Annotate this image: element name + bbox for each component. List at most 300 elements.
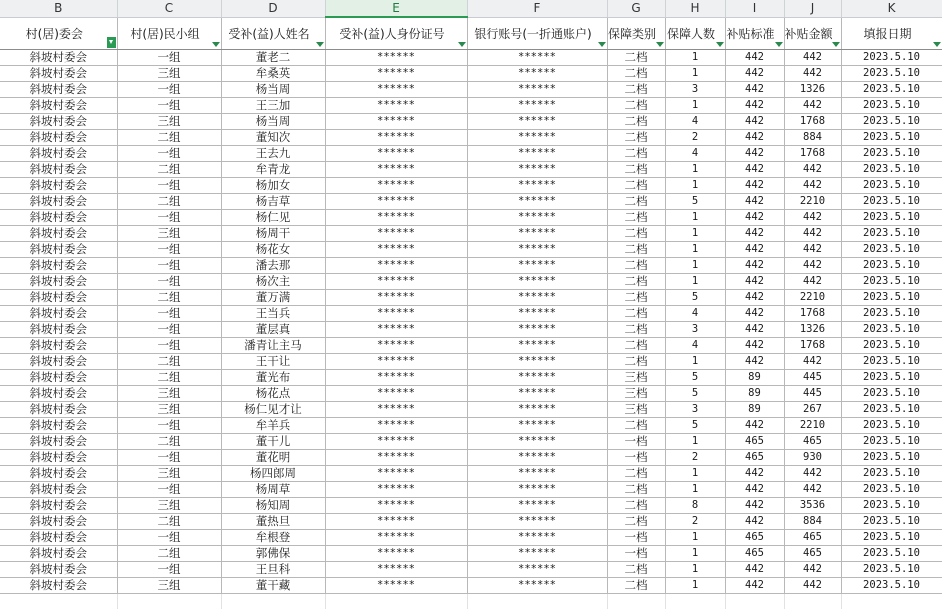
table-cell[interactable]: 442	[725, 338, 784, 354]
table-cell[interactable]: 二档	[607, 82, 665, 98]
table-cell[interactable]: ******	[467, 514, 607, 530]
table-cell[interactable]: ******	[467, 50, 607, 66]
table-cell[interactable]: 442	[725, 66, 784, 82]
table-cell[interactable]: 442	[725, 498, 784, 514]
table-cell[interactable]: 442	[784, 562, 841, 578]
table-cell[interactable]: 董老二	[221, 50, 325, 66]
table-cell[interactable]: 2210	[784, 418, 841, 434]
table-cell[interactable]: 4	[665, 146, 725, 162]
table-cell[interactable]: 2210	[784, 290, 841, 306]
table-cell[interactable]: 4	[665, 306, 725, 322]
table-cell[interactable]: ******	[467, 258, 607, 274]
table-cell[interactable]: ******	[467, 530, 607, 546]
table-cell[interactable]: 465	[725, 546, 784, 562]
table-cell[interactable]: 442	[725, 306, 784, 322]
table-cell[interactable]: 1	[665, 226, 725, 242]
table-cell[interactable]: 斜坡村委会	[0, 338, 117, 354]
table-cell[interactable]: 二档	[607, 114, 665, 130]
table-cell[interactable]: ******	[467, 482, 607, 498]
table-cell[interactable]: 杨仁见	[221, 210, 325, 226]
filter-active-icon[interactable]	[107, 37, 116, 48]
table-cell[interactable]: 杨知周	[221, 498, 325, 514]
table-cell[interactable]: ******	[467, 178, 607, 194]
table-cell[interactable]: 442	[725, 210, 784, 226]
table-cell[interactable]: ******	[467, 162, 607, 178]
table-cell[interactable]: 斜坡村委会	[0, 242, 117, 258]
table-cell[interactable]: 二档	[607, 578, 665, 594]
table-cell[interactable]: 2023.5.10	[841, 482, 942, 498]
table-cell[interactable]: 442	[725, 50, 784, 66]
table-cell[interactable]: 一档	[607, 530, 665, 546]
table-cell[interactable]: 2023.5.10	[841, 82, 942, 98]
table-cell[interactable]: 1	[665, 274, 725, 290]
table-cell[interactable]: 2	[665, 130, 725, 146]
table-cell[interactable]: 二档	[607, 226, 665, 242]
table-cell[interactable]: 1768	[784, 146, 841, 162]
table-cell[interactable]: 442	[725, 322, 784, 338]
filter-dropdown-icon[interactable]	[598, 42, 606, 47]
table-cell[interactable]: ******	[325, 562, 467, 578]
table-cell[interactable]: ******	[467, 386, 607, 402]
table-cell[interactable]: 2	[665, 450, 725, 466]
table-cell[interactable]: 一组	[117, 530, 221, 546]
table-cell[interactable]: ******	[325, 66, 467, 82]
table-cell[interactable]: 董万满	[221, 290, 325, 306]
table-cell[interactable]: ******	[467, 338, 607, 354]
table-cell[interactable]: 二档	[607, 466, 665, 482]
table-cell[interactable]: ******	[325, 354, 467, 370]
empty-cell[interactable]	[725, 594, 784, 609]
table-cell[interactable]: 二组	[117, 354, 221, 370]
table-cell[interactable]: 斜坡村委会	[0, 146, 117, 162]
table-cell[interactable]: 1	[665, 210, 725, 226]
table-cell[interactable]: 2023.5.10	[841, 418, 942, 434]
table-cell[interactable]: 2023.5.10	[841, 114, 942, 130]
table-cell[interactable]: 二档	[607, 242, 665, 258]
table-cell[interactable]: 王当兵	[221, 306, 325, 322]
table-cell[interactable]: 牟羊兵	[221, 418, 325, 434]
table-cell[interactable]: 442	[784, 578, 841, 594]
table-cell[interactable]: 2023.5.10	[841, 210, 942, 226]
table-cell[interactable]: 一组	[117, 82, 221, 98]
table-cell[interactable]: ******	[325, 370, 467, 386]
table-cell[interactable]: 杨周草	[221, 482, 325, 498]
table-cell[interactable]: 2023.5.10	[841, 466, 942, 482]
table-cell[interactable]: 一组	[117, 50, 221, 66]
table-cell[interactable]: 445	[784, 386, 841, 402]
table-cell[interactable]: 王旦科	[221, 562, 325, 578]
table-cell[interactable]: 二档	[607, 178, 665, 194]
table-cell[interactable]: ******	[325, 194, 467, 210]
table-cell[interactable]: 三组	[117, 498, 221, 514]
table-cell[interactable]: ******	[467, 114, 607, 130]
table-cell[interactable]: 牟根登	[221, 530, 325, 546]
table-cell[interactable]: 445	[784, 370, 841, 386]
table-cell[interactable]: 442	[725, 578, 784, 594]
table-cell[interactable]: 斜坡村委会	[0, 274, 117, 290]
table-cell[interactable]: 1	[665, 258, 725, 274]
empty-cell[interactable]	[784, 594, 841, 609]
table-cell[interactable]: 465	[725, 450, 784, 466]
table-cell[interactable]: 一组	[117, 338, 221, 354]
table-cell[interactable]: 斜坡村委会	[0, 306, 117, 322]
table-cell[interactable]: 董干儿	[221, 434, 325, 450]
table-cell[interactable]: ******	[467, 306, 607, 322]
table-cell[interactable]: 442	[784, 226, 841, 242]
table-cell[interactable]: 267	[784, 402, 841, 418]
table-cell[interactable]: 二档	[607, 306, 665, 322]
table-cell[interactable]: ******	[325, 578, 467, 594]
table-cell[interactable]: 442	[725, 98, 784, 114]
table-cell[interactable]: 2	[665, 514, 725, 530]
table-cell[interactable]: 2023.5.10	[841, 274, 942, 290]
table-cell[interactable]: 二档	[607, 514, 665, 530]
table-cell[interactable]: 斜坡村委会	[0, 418, 117, 434]
column-letter-b[interactable]: B	[0, 0, 117, 17]
column-letter-d[interactable]: D	[221, 0, 325, 17]
table-cell[interactable]: ******	[467, 274, 607, 290]
table-cell[interactable]: ******	[467, 434, 607, 450]
table-cell[interactable]: ******	[325, 226, 467, 242]
table-cell[interactable]: ******	[325, 418, 467, 434]
table-cell[interactable]: 二档	[607, 50, 665, 66]
table-cell[interactable]: 董知次	[221, 130, 325, 146]
table-cell[interactable]: ******	[467, 226, 607, 242]
table-cell[interactable]: 一组	[117, 258, 221, 274]
table-cell[interactable]: 二档	[607, 130, 665, 146]
table-cell[interactable]: 442	[725, 562, 784, 578]
table-cell[interactable]: 1	[665, 354, 725, 370]
table-cell[interactable]: 杨花女	[221, 242, 325, 258]
table-cell[interactable]: 一档	[607, 546, 665, 562]
filter-dropdown-icon[interactable]	[832, 42, 840, 47]
table-cell[interactable]: 斜坡村委会	[0, 434, 117, 450]
table-cell[interactable]: 2023.5.10	[841, 258, 942, 274]
table-cell[interactable]: 郭佛保	[221, 546, 325, 562]
table-cell[interactable]: 442	[725, 242, 784, 258]
table-cell[interactable]: ******	[467, 402, 607, 418]
table-cell[interactable]: 三档	[607, 386, 665, 402]
table-cell[interactable]: 442	[725, 114, 784, 130]
table-cell[interactable]: ******	[467, 242, 607, 258]
table-cell[interactable]: 442	[784, 482, 841, 498]
table-cell[interactable]: 2023.5.10	[841, 290, 942, 306]
table-cell[interactable]: 二档	[607, 498, 665, 514]
table-cell[interactable]: 二档	[607, 194, 665, 210]
table-cell[interactable]: 杨吉草	[221, 194, 325, 210]
table-cell[interactable]: 二组	[117, 162, 221, 178]
table-cell[interactable]: 斜坡村委会	[0, 546, 117, 562]
table-cell[interactable]: 4	[665, 114, 725, 130]
table-cell[interactable]: 2023.5.10	[841, 514, 942, 530]
table-cell[interactable]: ******	[325, 274, 467, 290]
table-cell[interactable]: 442	[725, 258, 784, 274]
table-cell[interactable]: 1	[665, 530, 725, 546]
table-cell[interactable]: 斜坡村委会	[0, 514, 117, 530]
table-cell[interactable]: 3	[665, 82, 725, 98]
table-cell[interactable]: ******	[325, 146, 467, 162]
table-cell[interactable]: 465	[784, 546, 841, 562]
table-cell[interactable]: 1326	[784, 82, 841, 98]
table-cell[interactable]: 442	[784, 274, 841, 290]
table-cell[interactable]: ******	[467, 290, 607, 306]
table-cell[interactable]: 杨花点	[221, 386, 325, 402]
table-cell[interactable]: ******	[467, 578, 607, 594]
table-cell[interactable]: 三档	[607, 402, 665, 418]
table-cell[interactable]: ******	[325, 546, 467, 562]
table-cell[interactable]: ******	[325, 402, 467, 418]
table-cell[interactable]: ******	[325, 434, 467, 450]
table-cell[interactable]: 王去九	[221, 146, 325, 162]
table-cell[interactable]: 二组	[117, 514, 221, 530]
table-cell[interactable]: ******	[325, 50, 467, 66]
table-cell[interactable]: ******	[325, 338, 467, 354]
table-cell[interactable]: ******	[325, 210, 467, 226]
table-cell[interactable]: 5	[665, 194, 725, 210]
table-cell[interactable]: 442	[784, 98, 841, 114]
table-cell[interactable]: ******	[325, 482, 467, 498]
table-cell[interactable]: ******	[467, 498, 607, 514]
table-cell[interactable]: 1	[665, 242, 725, 258]
table-cell[interactable]: ******	[325, 242, 467, 258]
table-cell[interactable]: 442	[725, 194, 784, 210]
table-cell[interactable]: 2023.5.10	[841, 194, 942, 210]
table-cell[interactable]: ******	[325, 466, 467, 482]
table-cell[interactable]: 二档	[607, 274, 665, 290]
table-cell[interactable]: 斜坡村委会	[0, 450, 117, 466]
table-cell[interactable]: 斜坡村委会	[0, 66, 117, 82]
table-cell[interactable]: 884	[784, 514, 841, 530]
table-cell[interactable]: ******	[325, 322, 467, 338]
table-cell[interactable]: ******	[467, 130, 607, 146]
table-cell[interactable]: 89	[725, 402, 784, 418]
table-cell[interactable]: 斜坡村委会	[0, 162, 117, 178]
column-letter-g[interactable]: G	[607, 0, 665, 17]
table-cell[interactable]: 442	[784, 162, 841, 178]
table-cell[interactable]: 三组	[117, 466, 221, 482]
table-cell[interactable]: ******	[467, 546, 607, 562]
table-cell[interactable]: 斜坡村委会	[0, 530, 117, 546]
table-cell[interactable]: 斜坡村委会	[0, 482, 117, 498]
table-cell[interactable]: 5	[665, 386, 725, 402]
table-cell[interactable]: 442	[725, 274, 784, 290]
table-cell[interactable]: 89	[725, 370, 784, 386]
table-cell[interactable]: 斜坡村委会	[0, 178, 117, 194]
table-cell[interactable]: 442	[725, 514, 784, 530]
table-cell[interactable]: 杨加女	[221, 178, 325, 194]
table-cell[interactable]: 三组	[117, 66, 221, 82]
table-cell[interactable]: 930	[784, 450, 841, 466]
column-letter-i[interactable]: I	[725, 0, 784, 17]
table-cell[interactable]: 一组	[117, 450, 221, 466]
table-cell[interactable]: 1	[665, 178, 725, 194]
table-cell[interactable]: 一组	[117, 418, 221, 434]
table-cell[interactable]: 1768	[784, 114, 841, 130]
table-cell[interactable]: 斜坡村委会	[0, 354, 117, 370]
table-cell[interactable]: 2023.5.10	[841, 354, 942, 370]
filter-dropdown-icon[interactable]	[775, 42, 783, 47]
table-cell[interactable]: ******	[325, 450, 467, 466]
column-letter-h[interactable]: H	[665, 0, 725, 17]
table-cell[interactable]: 2023.5.10	[841, 386, 942, 402]
table-cell[interactable]: 442	[784, 50, 841, 66]
table-cell[interactable]: ******	[325, 98, 467, 114]
table-cell[interactable]: 465	[784, 434, 841, 450]
table-cell[interactable]: 4	[665, 338, 725, 354]
table-cell[interactable]: ******	[325, 386, 467, 402]
table-cell[interactable]: 二档	[607, 338, 665, 354]
table-cell[interactable]: 二组	[117, 194, 221, 210]
table-cell[interactable]: 一组	[117, 482, 221, 498]
table-cell[interactable]: 1768	[784, 306, 841, 322]
table-cell[interactable]: 二档	[607, 290, 665, 306]
table-cell[interactable]: 杨次主	[221, 274, 325, 290]
table-cell[interactable]: 三组	[117, 386, 221, 402]
table-cell[interactable]: 三组	[117, 402, 221, 418]
table-cell[interactable]: 王三加	[221, 98, 325, 114]
table-cell[interactable]: 二档	[607, 418, 665, 434]
column-letter-j[interactable]: J	[784, 0, 841, 17]
table-cell[interactable]: 2023.5.10	[841, 50, 942, 66]
table-cell[interactable]: ******	[325, 258, 467, 274]
table-cell[interactable]: 1	[665, 66, 725, 82]
table-cell[interactable]: 2023.5.10	[841, 338, 942, 354]
table-cell[interactable]: ******	[467, 450, 607, 466]
filter-dropdown-icon[interactable]	[316, 42, 324, 47]
table-cell[interactable]: 二档	[607, 258, 665, 274]
table-cell[interactable]: ******	[467, 98, 607, 114]
table-cell[interactable]: 2023.5.10	[841, 98, 942, 114]
table-cell[interactable]: 442	[725, 162, 784, 178]
table-cell[interactable]: 3536	[784, 498, 841, 514]
table-cell[interactable]: ******	[325, 306, 467, 322]
table-cell[interactable]: 斜坡村委会	[0, 466, 117, 482]
table-cell[interactable]: 二档	[607, 322, 665, 338]
table-cell[interactable]: 斜坡村委会	[0, 498, 117, 514]
table-cell[interactable]: 2023.5.10	[841, 546, 942, 562]
table-cell[interactable]: 斜坡村委会	[0, 290, 117, 306]
filter-dropdown-icon[interactable]	[656, 42, 664, 47]
table-cell[interactable]: 一组	[117, 306, 221, 322]
table-cell[interactable]: ******	[467, 418, 607, 434]
table-cell[interactable]: 2023.5.10	[841, 242, 942, 258]
table-cell[interactable]: 二档	[607, 98, 665, 114]
table-cell[interactable]: 斜坡村委会	[0, 130, 117, 146]
table-cell[interactable]: 三组	[117, 226, 221, 242]
table-cell[interactable]: 1768	[784, 338, 841, 354]
table-cell[interactable]: 5	[665, 370, 725, 386]
empty-cell[interactable]	[221, 594, 325, 609]
table-cell[interactable]: 潘去那	[221, 258, 325, 274]
table-cell[interactable]: 二档	[607, 210, 665, 226]
table-cell[interactable]: ******	[325, 178, 467, 194]
table-cell[interactable]: ******	[325, 498, 467, 514]
table-cell[interactable]: 442	[725, 82, 784, 98]
table-cell[interactable]: 斜坡村委会	[0, 370, 117, 386]
table-cell[interactable]: 三组	[117, 578, 221, 594]
table-cell[interactable]: 杨当周	[221, 82, 325, 98]
table-cell[interactable]: 442	[784, 354, 841, 370]
table-cell[interactable]: 2023.5.10	[841, 322, 942, 338]
table-cell[interactable]: 三档	[607, 370, 665, 386]
table-cell[interactable]: 二档	[607, 562, 665, 578]
table-cell[interactable]: ******	[325, 162, 467, 178]
table-cell[interactable]: 斜坡村委会	[0, 226, 117, 242]
table-cell[interactable]: 牟青龙	[221, 162, 325, 178]
table-cell[interactable]: 斜坡村委会	[0, 114, 117, 130]
table-cell[interactable]: 二组	[117, 130, 221, 146]
table-cell[interactable]: 斜坡村委会	[0, 194, 117, 210]
table-cell[interactable]: 斜坡村委会	[0, 98, 117, 114]
table-cell[interactable]: 斜坡村委会	[0, 258, 117, 274]
table-cell[interactable]: 二组	[117, 434, 221, 450]
table-cell[interactable]: 442	[725, 226, 784, 242]
table-cell[interactable]: 斜坡村委会	[0, 210, 117, 226]
table-cell[interactable]: 1	[665, 98, 725, 114]
table-cell[interactable]: 442	[725, 418, 784, 434]
table-cell[interactable]: 斜坡村委会	[0, 386, 117, 402]
table-cell[interactable]: 442	[725, 178, 784, 194]
table-cell[interactable]: 斜坡村委会	[0, 562, 117, 578]
table-cell[interactable]: 3	[665, 402, 725, 418]
table-cell[interactable]: ******	[467, 354, 607, 370]
table-cell[interactable]: 一组	[117, 274, 221, 290]
table-cell[interactable]: 二档	[607, 146, 665, 162]
table-cell[interactable]: 884	[784, 130, 841, 146]
table-cell[interactable]: 442	[725, 466, 784, 482]
table-cell[interactable]: 2023.5.10	[841, 66, 942, 82]
table-cell[interactable]: ******	[467, 66, 607, 82]
table-cell[interactable]: 二档	[607, 354, 665, 370]
table-cell[interactable]: 牟桑英	[221, 66, 325, 82]
table-cell[interactable]: 一组	[117, 146, 221, 162]
table-cell[interactable]: 潘青让主马	[221, 338, 325, 354]
empty-cell[interactable]	[117, 594, 221, 609]
table-cell[interactable]: 王干让	[221, 354, 325, 370]
table-cell[interactable]: 2023.5.10	[841, 162, 942, 178]
table-cell[interactable]: 杨四郎周	[221, 466, 325, 482]
empty-cell[interactable]	[665, 594, 725, 609]
empty-cell[interactable]	[607, 594, 665, 609]
table-cell[interactable]: ******	[325, 290, 467, 306]
table-cell[interactable]: 斜坡村委会	[0, 82, 117, 98]
table-cell[interactable]: 1	[665, 434, 725, 450]
table-cell[interactable]: 董热旦	[221, 514, 325, 530]
table-cell[interactable]: 442	[784, 466, 841, 482]
table-cell[interactable]: 二档	[607, 66, 665, 82]
filter-dropdown-icon[interactable]	[212, 42, 220, 47]
table-cell[interactable]: 2023.5.10	[841, 130, 942, 146]
table-cell[interactable]: ******	[467, 466, 607, 482]
table-cell[interactable]: 二组	[117, 370, 221, 386]
empty-cell[interactable]	[325, 594, 467, 609]
table-cell[interactable]: 442	[784, 178, 841, 194]
table-cell[interactable]: 三组	[117, 114, 221, 130]
table-cell[interactable]: 465	[784, 530, 841, 546]
table-cell[interactable]: 2023.5.10	[841, 578, 942, 594]
table-cell[interactable]: 442	[784, 242, 841, 258]
empty-cell[interactable]	[841, 594, 942, 609]
table-cell[interactable]: 1	[665, 578, 725, 594]
table-cell[interactable]: 二档	[607, 162, 665, 178]
table-cell[interactable]: 442	[725, 482, 784, 498]
table-cell[interactable]: 一组	[117, 562, 221, 578]
table-cell[interactable]: 斜坡村委会	[0, 578, 117, 594]
table-cell[interactable]: 董花明	[221, 450, 325, 466]
table-cell[interactable]: 杨当周	[221, 114, 325, 130]
table-cell[interactable]: 斜坡村委会	[0, 50, 117, 66]
table-cell[interactable]: 2023.5.10	[841, 370, 942, 386]
